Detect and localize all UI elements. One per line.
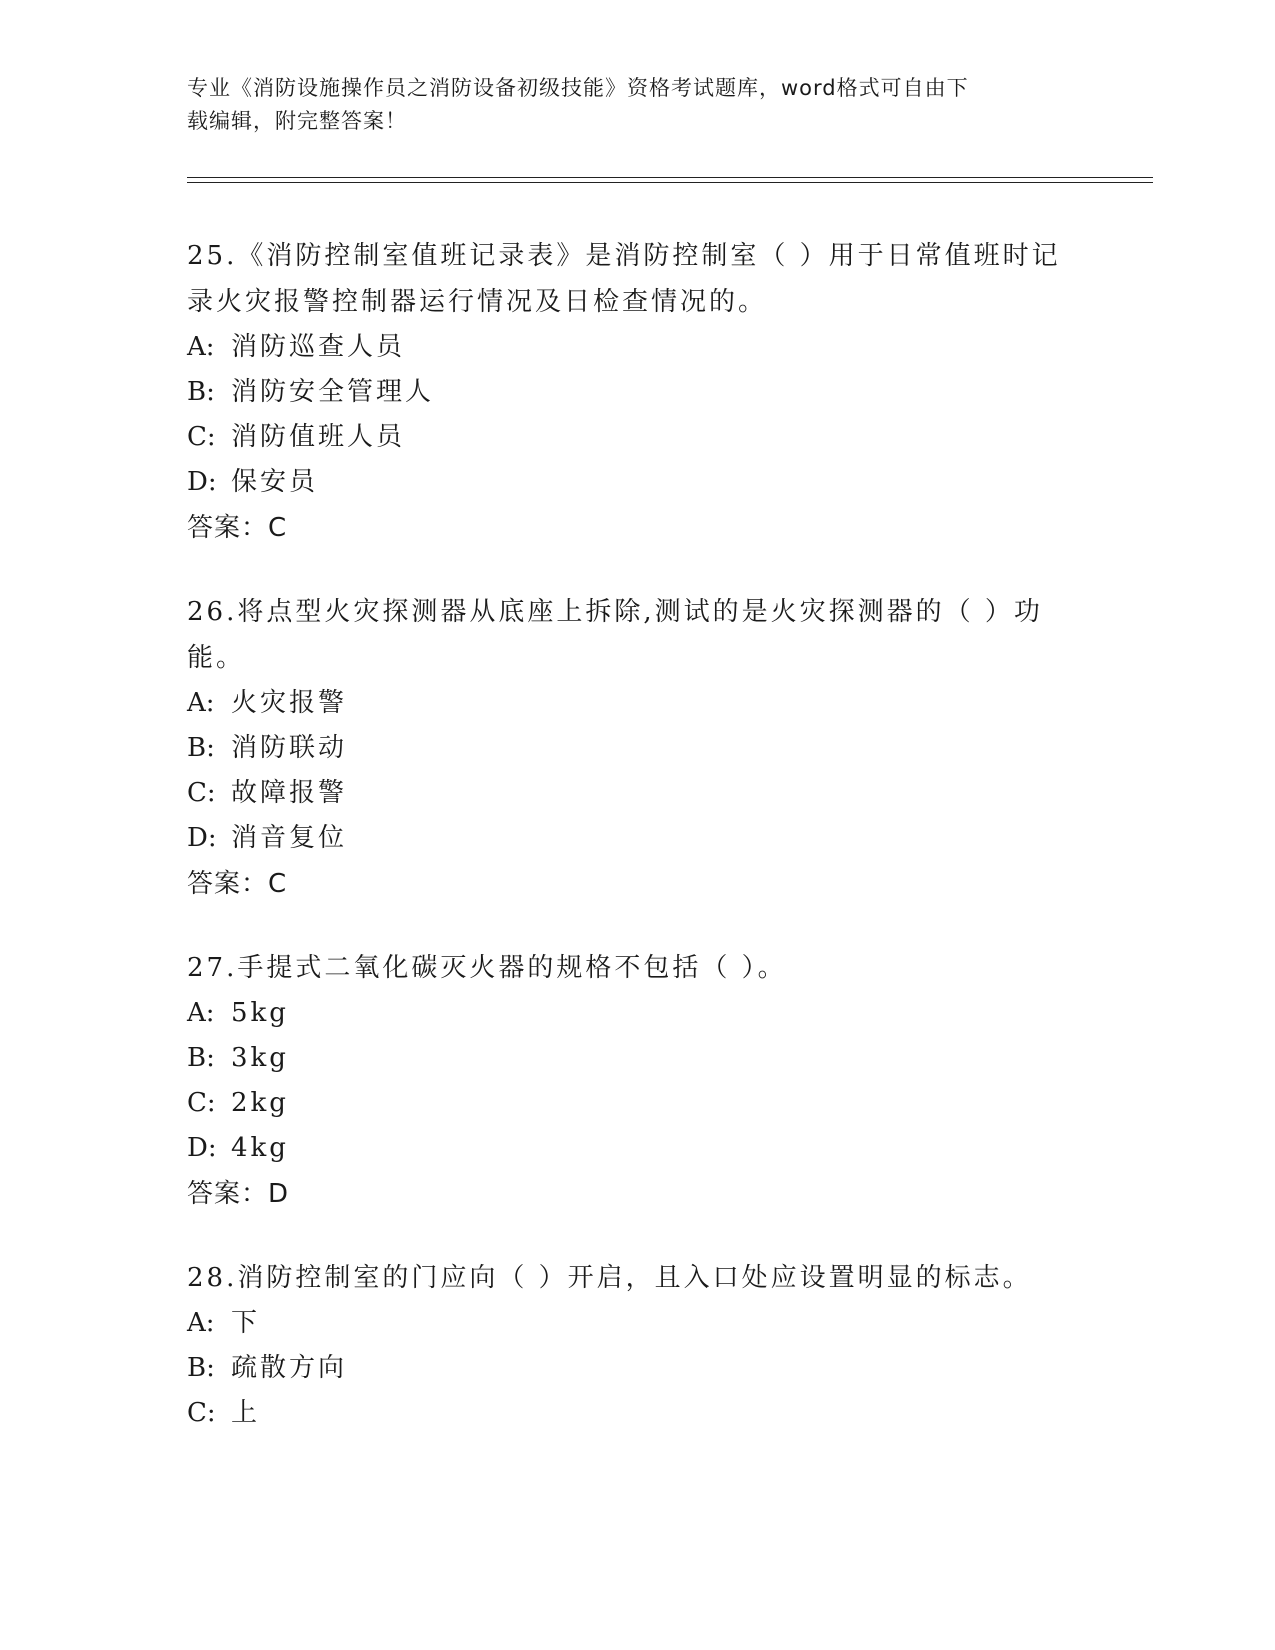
option-key: D: [187, 823, 217, 853]
option-a [187, 681, 1087, 726]
option-b [187, 726, 1087, 771]
option-text: 上 [231, 1398, 261, 1428]
option-key: C: [187, 1398, 216, 1428]
option-key: C: [187, 1088, 216, 1118]
question-text [187, 233, 1087, 325]
question-text [187, 945, 1087, 991]
question-text [187, 589, 1087, 681]
option-key: C: [187, 778, 216, 808]
header-divider-bottom [187, 182, 1153, 183]
option-text: 消防联动 [231, 733, 348, 763]
question-number: 26. [187, 597, 238, 627]
question-stem: 《消防控制室值班记录表》是消防控制室（ ）用于日常值班时记录火灾报警控制器运行情况及日检查情况的。 [187, 241, 1061, 317]
option-key: C: [187, 422, 216, 452]
option-key: D: [187, 1133, 217, 1163]
option-b [187, 1346, 1087, 1391]
question-number: 25. [187, 241, 238, 271]
option-key: B: [187, 1353, 215, 1383]
option-b [187, 1036, 1087, 1081]
question-28 [187, 1255, 1087, 1436]
option-text: 故障报警 [231, 778, 348, 808]
option-key: B: [187, 1043, 215, 1073]
option-text: 下 [231, 1308, 261, 1338]
option-d [187, 1126, 1087, 1171]
option-a [187, 1301, 1087, 1346]
option-c [187, 771, 1087, 816]
option-text: 消防安全管理人 [231, 377, 435, 407]
option-c [187, 1391, 1087, 1436]
question-stem: 消防控制室的门应向（ ）开启，且入口处应设置明显的标志。 [237, 1263, 1032, 1293]
option-a [187, 991, 1087, 1036]
option-b [187, 370, 1087, 415]
option-text: 疏散方向 [231, 1353, 348, 1383]
option-a [187, 325, 1087, 370]
header-divider-top [187, 177, 1153, 178]
option-key: A: [187, 1308, 215, 1338]
option-key: A: [187, 688, 215, 718]
option-text: 2kg [231, 1088, 289, 1118]
option-key: D: [187, 467, 217, 497]
option-text: 3kg [231, 1043, 289, 1073]
option-text: 5kg [231, 998, 289, 1028]
option-text: 消音复位 [231, 823, 348, 853]
option-text: 4kg [231, 1133, 289, 1163]
answer-line: 答案：D [187, 1179, 290, 1209]
answer-line: 答案：C [187, 513, 288, 543]
question-list [187, 233, 1087, 1474]
option-key: B: [187, 733, 215, 763]
header-line-2: 载编辑，附完整答案！ [187, 109, 407, 133]
document-header [187, 72, 1067, 138]
option-text: 保安员 [231, 467, 319, 497]
question-26 [187, 589, 1087, 907]
option-key: A: [187, 332, 215, 362]
option-text: 消防值班人员 [231, 422, 406, 452]
header-line-1: 专业《消防设施操作员之消防设备初级技能》资格考试题库，word格式可自由下 [187, 76, 969, 100]
option-key: A: [187, 998, 215, 1028]
option-text: 火灾报警 [231, 688, 348, 718]
question-number: 27. [187, 953, 238, 983]
option-d [187, 816, 1087, 861]
question-stem: 将点型火灾探测器从底座上拆除,测试的是火灾探测器的（ ）功能。 [187, 597, 1043, 673]
answer-line: 答案：C [187, 869, 288, 899]
option-c [187, 415, 1087, 460]
option-d [187, 460, 1087, 505]
question-25 [187, 233, 1087, 551]
option-key: B: [187, 377, 215, 407]
question-number: 28. [187, 1263, 238, 1293]
question-text [187, 1255, 1087, 1301]
question-27 [187, 945, 1087, 1217]
option-c [187, 1081, 1087, 1126]
question-stem: 手提式二氧化碳灭火器的规格不包括（ ）。 [237, 953, 787, 983]
option-text: 消防巡查人员 [231, 332, 406, 362]
